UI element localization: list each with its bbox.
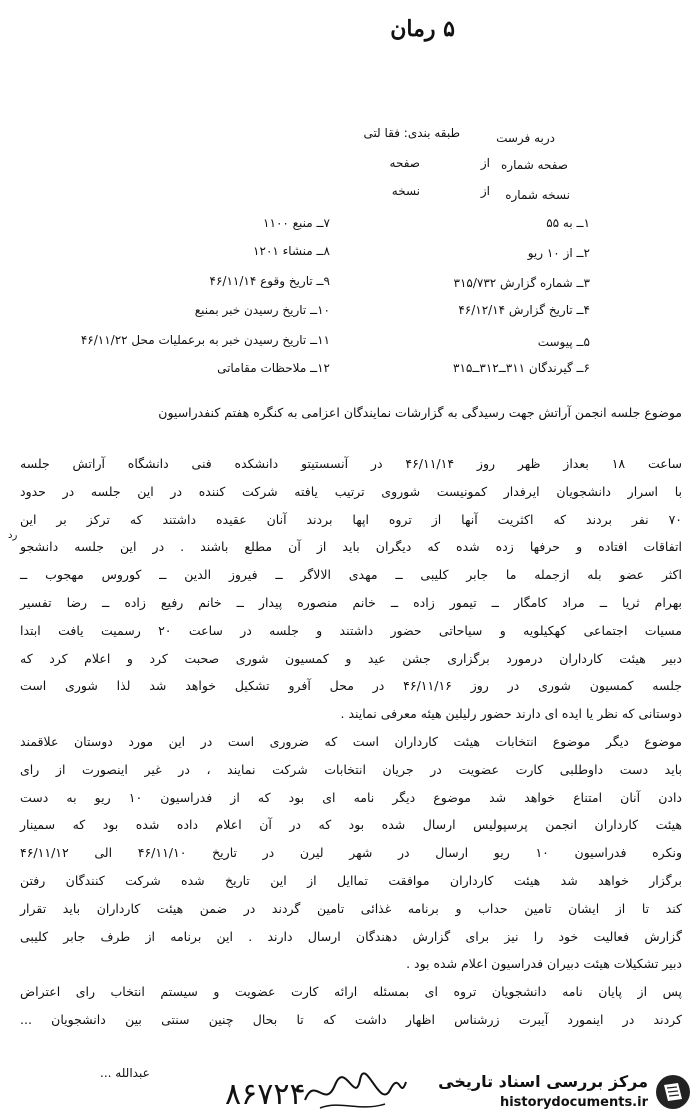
body-line: بهرام ثریا ــ مراد کامگار ــ تیمور زاده ــ خانم منصوره پیدار ــ خانم رفیع زاده ــ رضا تفسیر — [20, 594, 682, 610]
header-mark: ۵ رمان — [390, 16, 455, 42]
series-label: دربه فرست — [496, 131, 555, 145]
field-news-to-source-date: ۱۰ــ تاریخ رسیدن خبر بمنبع — [194, 303, 330, 317]
archive-logo-icon — [654, 1073, 692, 1111]
body-line: مسیات اجتماعی کهکیلویه و سیاحاتی حضور داشتند و جلسه در ساعت ۲۰ رسمیت یافت ابتدا — [20, 622, 682, 638]
watermark — [438, 1068, 700, 1116]
body-line: موضوع دیگر موضوع انتخابات هیئت کارداران است که ضروری است در این مورد دوستان علاقمند — [20, 733, 682, 749]
report-body — [20, 450, 682, 1034]
field-source: ۷ــ منبع ۱۱۰۰ — [263, 216, 330, 230]
margin-note: رد — [8, 530, 18, 541]
body-line: هیئت کارداران انجمن پرسپولیس ارسال شده بود که در آن اعلام داده شده بود که سمینار — [20, 817, 682, 833]
body-line: باید دست داوطلبی کارت عضویت در جریان انتخابات شرکت نمایند ، در غیر اینصورت از رای — [20, 761, 682, 777]
footer-number: عبدالله ... — [100, 1066, 150, 1080]
body-line: دبیر هیئت کارداران درمورد برگزاری جشن عید و کمسیون شوری صحبت کرد و اعلام کرد که — [20, 650, 682, 666]
field-event-date: ۹ــ تاریخ وقوع ۴۶/۱۱/۱۴ — [209, 274, 330, 288]
body-line: ۷۰ نفر بردند که اکثریت آنها از تروه اپها بردند آنان عقیده داشتند که ترکز بر این — [20, 511, 682, 527]
body-line: گزارش فعالیت خود را نیز برای گزارش دهندگان ارسال دارند . این برنامه از طرف جابر کلیبی — [20, 928, 682, 944]
copy-number-label: نسخه شماره — [505, 188, 570, 202]
body-line: پس از پایان نامه دانشجویان تروه ای بمسئله ارائه کارت عضویت و سیستم انتخاب رای اعتراض — [20, 984, 682, 1000]
body-line: کند تا از ایشان تامین حداب و برنامه غذائی تامین گردند در ضمن هیئت کارداران باید تقرار — [20, 900, 682, 916]
body-line: دبیر تشکیلات هیئت دبیران فدراسیون اعلام شده بود . — [406, 956, 682, 972]
body-line: اکثر عضو بله ازجمله ما جابر کلیبی ــ مهدی الالاگر ــ فیروز الدین ــ کوروس مهجوب ــ — [20, 567, 682, 583]
classification-value: طبقه بندی: فقا لتی — [363, 126, 460, 140]
body-line: با اسرار دانشجویان ایرفدار کمونیست شوروی ترتیب یافته شرکت کننده در این جلسه در حدود — [20, 483, 682, 499]
body-line: دادن آنان امتناع خواهد شد موضوع دیگر نامه ای بود که از فدراسیون ۱۰ ریو به دست — [20, 789, 682, 805]
watermark-title: مرکز بررسی اسناد تاریخی — [438, 1072, 648, 1091]
page-of-label: از — [480, 156, 490, 170]
copy-unit-label: نسخه — [391, 184, 420, 198]
body-line: اتفاقات افتاده و حرفها زده شده که دیگران باید از آن مطلع باشند . در این جلسه دانشجو — [20, 539, 682, 555]
field-report-number: ۳ــ شماره گزارش ۳۱۵/۷۳۲ — [453, 276, 590, 290]
field-attachment: ۵ــ پیوست — [537, 335, 590, 349]
field-to: ۱ــ به ۵۵ — [546, 216, 590, 230]
body-line: ونکره فدراسیون ۱۰ ریو ارسال در شهر لیرن در تاریخ ۴۶/۱۱/۱۰ الی ۴۶/۱۱/۱۲ — [20, 845, 682, 861]
field-news-to-operations-date: ۱۱ــ تاریخ رسیدن خبر به برعملیات محل ۴۶/۱۱/۲۲ — [80, 333, 330, 347]
body-line: برگزار خواهد شد هیئت کارداران موافقت تماایل از این تاریخ شده شرکت کنندگان رفتن — [20, 872, 682, 888]
body-line: کردند در اینمورد آیبرت زرشناس اظهار داشت که تا بحال چنین سنتی بین دانشجویان ... — [20, 1011, 682, 1027]
body-line: جلسه کمسیون شوری در روز ۴۶/۱۱/۱۶ در محل آفرو تشکیل خواهد شد لذا شوری است — [20, 678, 682, 694]
body-line: ساعت ۱۸ بعداز ظهر روز ۴۶/۱۱/۱۴ در آنسستیتو دانشکده فنی دانشگاه آراتش جلسه — [20, 456, 682, 471]
field-report-date: ۴ــ تاریخ گزارش ۴۶/۱۲/۱۴ — [458, 303, 590, 317]
document-number: ۸۶۷۲۴ — [225, 1077, 306, 1112]
page-number-label: صفحه شماره — [501, 158, 568, 172]
field-remarks: ۱۲ــ ملاحظات مقاماتی — [217, 361, 330, 375]
signature-icon — [300, 1070, 410, 1116]
copy-of-label: از — [480, 184, 490, 198]
subject-line: موضوع جلسه انجمن آراتش جهت رسیدگی به گزارشات نمایندگان اعزامی به کنگره هفتم کنفدراسیون — [158, 405, 682, 420]
body-line: دوستانی که نظر یا ایده ای دارند حضور رلیلین هیئه معرفی نمایند . — [340, 706, 682, 722]
field-from: ۲ــ از ۱۰ ریو — [527, 246, 590, 260]
watermark-url: historydocuments.ir — [499, 1095, 648, 1110]
page-unit-label: صفحه — [389, 156, 420, 170]
field-recipients: ۶ــ گیرندگان ۳۱۱ــ۳۱۲ــ۳۱۵ — [453, 361, 590, 375]
field-origin: ۸ــ منشاء ۱۲۰۱ — [253, 244, 330, 258]
